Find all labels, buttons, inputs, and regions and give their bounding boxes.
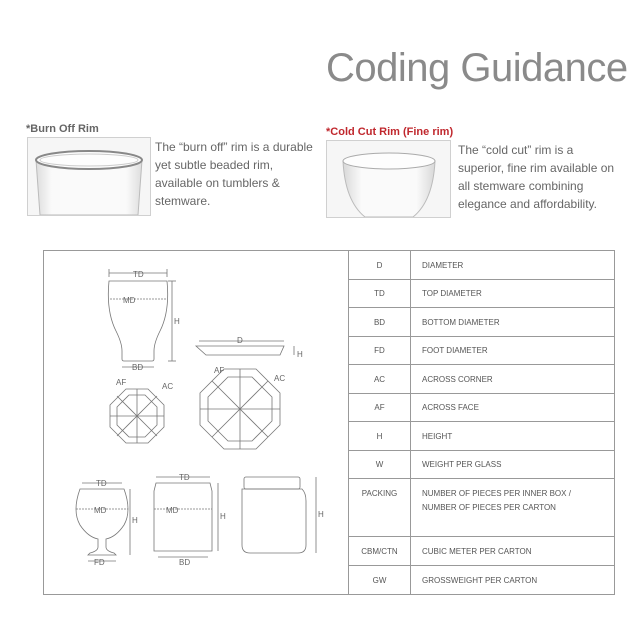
legend-row [349, 337, 615, 365]
legend-code: PACKING [349, 479, 411, 537]
legend-row [349, 479, 615, 537]
legend-row [349, 566, 615, 595]
fd-label: FD [94, 558, 105, 567]
legend-meaning: CUBIC METER PER CARTON [411, 537, 615, 566]
legend-code: AC [349, 365, 411, 394]
page-title: Coding Guidance [326, 46, 628, 90]
legend-meaning: BOTTOM DIAMETER [411, 308, 615, 337]
td-label-1: TD [133, 270, 144, 279]
legend-meaning-line: NUMBER OF PIECES PER CARTON [422, 503, 556, 512]
legend-meaning: GROSSWEIGHT PER CARTON [411, 566, 615, 595]
legend-code: FD [349, 337, 411, 365]
legend-meaning: ACROSS FACE [411, 394, 615, 422]
legend-code: BD [349, 308, 411, 337]
legend-code: AF [349, 394, 411, 422]
legend-meaning [411, 479, 615, 537]
legend-row [349, 394, 615, 422]
cold-cut-rim-photo [326, 140, 451, 218]
h-label-4: H [318, 510, 324, 519]
h-label-plate: H [297, 350, 303, 359]
legend-meaning-line: NUMBER OF PIECES PER INNER BOX / [422, 489, 571, 498]
ac-label-2: AC [274, 374, 286, 383]
legend-code: H [349, 422, 411, 451]
legend-meaning: FOOT DIAMETER [411, 337, 615, 365]
legend-row [349, 365, 615, 394]
md-label-3: MD [166, 506, 179, 515]
h-label-3: H [220, 512, 226, 521]
md-label-2: MD [94, 506, 107, 515]
legend-row [349, 422, 615, 451]
dimension-diagram-panel [43, 250, 348, 595]
storage-jar-drawing [242, 477, 324, 553]
af-label-2: AF [214, 366, 225, 375]
brandy-glass-drawing [76, 479, 138, 567]
burn-off-rim-description: The “burn off” rim is a durable yet subtle beaded rim, available on tumblers & stemware. [155, 140, 313, 208]
cold-cut-rim-description: The “cold cut” rim is a superior, fine rim available on all stemware combining elegance and affordability. [458, 143, 615, 211]
cold-cut-rim-label: *Cold Cut Rim (Fine rim) [326, 126, 454, 138]
tumbler-drawing [108, 269, 180, 372]
plate-drawing [196, 336, 303, 359]
legend-meaning: WEIGHT PER GLASS [411, 451, 615, 479]
h-label-1: H [174, 317, 180, 326]
burn-off-rim-label: *Burn Off Rim [26, 123, 99, 135]
small-octagon-drawing [110, 378, 173, 443]
h-label-2: H [132, 516, 138, 525]
burn-off-rim-photo [27, 137, 151, 216]
bd-label-2: BD [179, 558, 191, 567]
legend-meaning: HEIGHT [411, 422, 615, 451]
jar-glass-drawing [154, 473, 226, 567]
large-octagon-drawing [200, 366, 285, 449]
legend-code: W [349, 451, 411, 479]
legend-code: GW [349, 566, 411, 595]
ac-label-1: AC [162, 382, 174, 391]
legend-row [349, 308, 615, 337]
md-label-1: MD [123, 296, 136, 305]
legend-code: CBM/CTN [349, 537, 411, 566]
legend-row [349, 251, 615, 280]
d-label-plate: D [237, 336, 243, 345]
td-label-2: TD [96, 479, 107, 488]
td-label-3: TD [179, 473, 190, 482]
legend-row [349, 451, 615, 479]
legend-code: D [349, 251, 411, 280]
legend-row [349, 280, 615, 308]
legend-meaning: DIAMETER [411, 251, 615, 280]
legend-row [349, 537, 615, 566]
af-label-1: AF [116, 378, 127, 387]
bd-label-1: BD [132, 363, 144, 372]
legend-code: TD [349, 280, 411, 308]
dimension-legend-table [348, 250, 615, 595]
legend-meaning: TOP DIAMETER [411, 280, 615, 308]
legend-meaning: ACROSS CORNER [411, 365, 615, 394]
